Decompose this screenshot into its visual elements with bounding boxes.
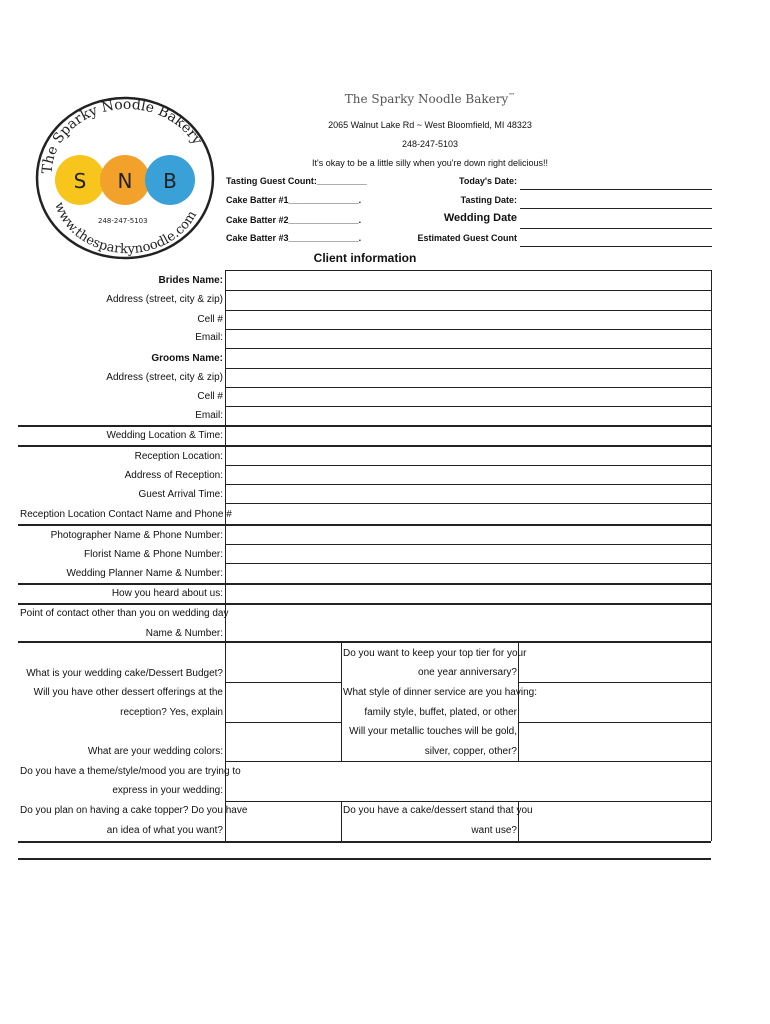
logo-letter-b: B xyxy=(163,169,177,193)
point-of-contact-label: Point of contact other than you on wedding day xyxy=(20,608,229,619)
grooms-name-field[interactable] xyxy=(226,349,711,368)
brides-address-label: Address (street, city & zip) xyxy=(106,294,223,305)
wedding-planner-field[interactable] xyxy=(226,564,711,582)
metallic-label-2: silver, copper, other? xyxy=(424,746,517,757)
cake-stand-field[interactable] xyxy=(519,802,711,841)
todays-date-field[interactable] xyxy=(520,189,712,190)
point-of-contact-field[interactable] xyxy=(226,605,711,641)
wedding-planner-label: Wedding Planner Name & Number: xyxy=(66,568,223,579)
cake-stand-label-1: Do you have a cake/dessert stand that you xyxy=(343,805,533,816)
tasting-guest-count: Tasting Guest Count:__________ xyxy=(226,176,367,186)
photographer-field[interactable] xyxy=(226,526,711,544)
metallic-label-1: Will your metallic touches will be gold, xyxy=(349,726,517,737)
page-bottom-rule xyxy=(18,858,711,860)
q-mid-border-bottom xyxy=(341,801,342,841)
wedding-colors-field[interactable] xyxy=(226,723,341,761)
todays-date-label: Today's Date: xyxy=(459,176,517,186)
reception-location-label: Reception Location: xyxy=(134,451,223,462)
cake-topper-field[interactable] xyxy=(226,802,341,841)
q-right-border xyxy=(711,641,712,841)
brides-email-label: Email: xyxy=(195,332,223,343)
bakery-phone: 248-247-5103 xyxy=(401,139,459,149)
dinner-service-field[interactable] xyxy=(519,683,711,722)
grooms-email-field[interactable] xyxy=(226,407,711,425)
bakery-address: 2065 Walnut Lake Rd ~ West Bloomfield, MI 48323 xyxy=(328,120,532,130)
grooms-name-label: Grooms Name: xyxy=(151,353,223,364)
dinner-service-label-1: What style of dinner service are you having: xyxy=(343,687,537,698)
dinner-service-label-2: family style, buffet, plated, or other xyxy=(364,707,517,718)
tasting-date-label: Tasting Date: xyxy=(460,195,517,205)
other-dessert-field[interactable] xyxy=(226,683,341,722)
cake-topper-label-1: Do you plan on having a cake topper? Do you have xyxy=(20,805,248,816)
budget-field[interactable] xyxy=(226,642,341,682)
other-dessert-label-1: Will you have other dessert offerings at the xyxy=(33,687,223,698)
point-of-contact-name-label: Name & Number: xyxy=(145,628,223,639)
wedding-location-label: Wedding Location & Time: xyxy=(106,430,223,441)
budget-label: What is your wedding cake/Dessert Budget? xyxy=(26,668,223,679)
reception-address-field[interactable] xyxy=(226,466,711,484)
theme-label-2: express in your wedding: xyxy=(112,785,223,796)
top-tier-label-1: Do you want to keep your top tier for your xyxy=(343,648,527,659)
logo-url-text: www.thesparkynoodle.com xyxy=(51,200,201,258)
cake-batter-1: Cake Batter #1______________. xyxy=(226,195,362,205)
wedding-date-label: Wedding Date xyxy=(443,212,517,224)
brides-address-field[interactable] xyxy=(226,291,711,310)
logo-graphic xyxy=(30,88,220,268)
section-title: Client information xyxy=(313,251,417,265)
cake-topper-label-2: an idea of what you want? xyxy=(106,825,223,836)
estimated-guest-count-label: Estimated Guest Count xyxy=(417,233,517,243)
tasting-date-field[interactable] xyxy=(520,208,712,209)
florist-field[interactable] xyxy=(226,545,711,563)
brides-email-field[interactable] xyxy=(226,330,711,348)
grooms-address-label: Address (street, city & zip) xyxy=(106,372,223,383)
reception-address-label: Address of Reception: xyxy=(124,470,223,481)
brides-cell-label: Cell # xyxy=(197,314,223,325)
wedding-date-field[interactable] xyxy=(520,228,712,229)
how-heard-label: How you heard about us: xyxy=(111,588,223,599)
wedding-colors-label: What are your wedding colors: xyxy=(87,746,223,757)
wedding-location-field[interactable] xyxy=(226,427,711,445)
bakery-name: The Sparky Noodle Bakery™ xyxy=(344,92,516,106)
florist-label: Florist Name & Phone Number: xyxy=(84,549,223,560)
photographer-label: Photographer Name & Phone Number: xyxy=(50,530,223,541)
logo-letter-s: S xyxy=(73,169,87,193)
guest-arrival-time-label: Guest Arrival Time: xyxy=(138,489,223,500)
grooms-cell-field[interactable] xyxy=(226,388,711,406)
cake-stand-label-2: want use? xyxy=(471,825,517,836)
how-heard-field[interactable] xyxy=(226,585,711,603)
brides-cell-field[interactable] xyxy=(226,311,711,329)
top-tier-label-2: one year anniversary? xyxy=(418,667,517,678)
client-table-right-border xyxy=(711,270,712,641)
other-dessert-label-2: reception? Yes, explain xyxy=(120,707,223,718)
brides-name-label: Brides Name: xyxy=(158,275,223,286)
logo-ring-text: The Sparky Noodle Bakery xyxy=(39,96,206,175)
grooms-cell-label: Cell # xyxy=(197,391,223,402)
reception-location-field[interactable] xyxy=(226,447,711,465)
guest-arrival-time-field[interactable] xyxy=(226,485,711,503)
trademark-mark: ™ xyxy=(508,92,516,100)
q-mid-border-top xyxy=(341,641,342,761)
form-bottom-border xyxy=(18,841,711,843)
brides-name-field[interactable] xyxy=(226,271,711,290)
reception-contact-field[interactable] xyxy=(226,504,711,523)
theme-label-1: Do you have a theme/style/mood you are trying to xyxy=(20,766,241,777)
logo-letter-n: N xyxy=(117,169,133,193)
grooms-address-field[interactable] xyxy=(226,369,711,387)
tagline: It's okay to be a little silly when you're down right delicious!! xyxy=(311,158,549,168)
estimated-guest-count-field[interactable] xyxy=(520,246,712,247)
cake-batter-2: Cake Batter #2______________. xyxy=(226,215,362,225)
reception-contact-label: Reception Location Contact Name and Phone # xyxy=(20,509,232,520)
top-tier-field[interactable] xyxy=(519,642,711,682)
bakery-logo xyxy=(30,88,220,268)
grooms-email-label: Email: xyxy=(195,410,223,421)
metallic-field[interactable] xyxy=(519,723,711,761)
logo-phone: 248-247-5103 xyxy=(98,217,148,225)
theme-field[interactable] xyxy=(226,762,711,801)
cake-batter-3: Cake Batter #3______________. xyxy=(226,233,362,243)
